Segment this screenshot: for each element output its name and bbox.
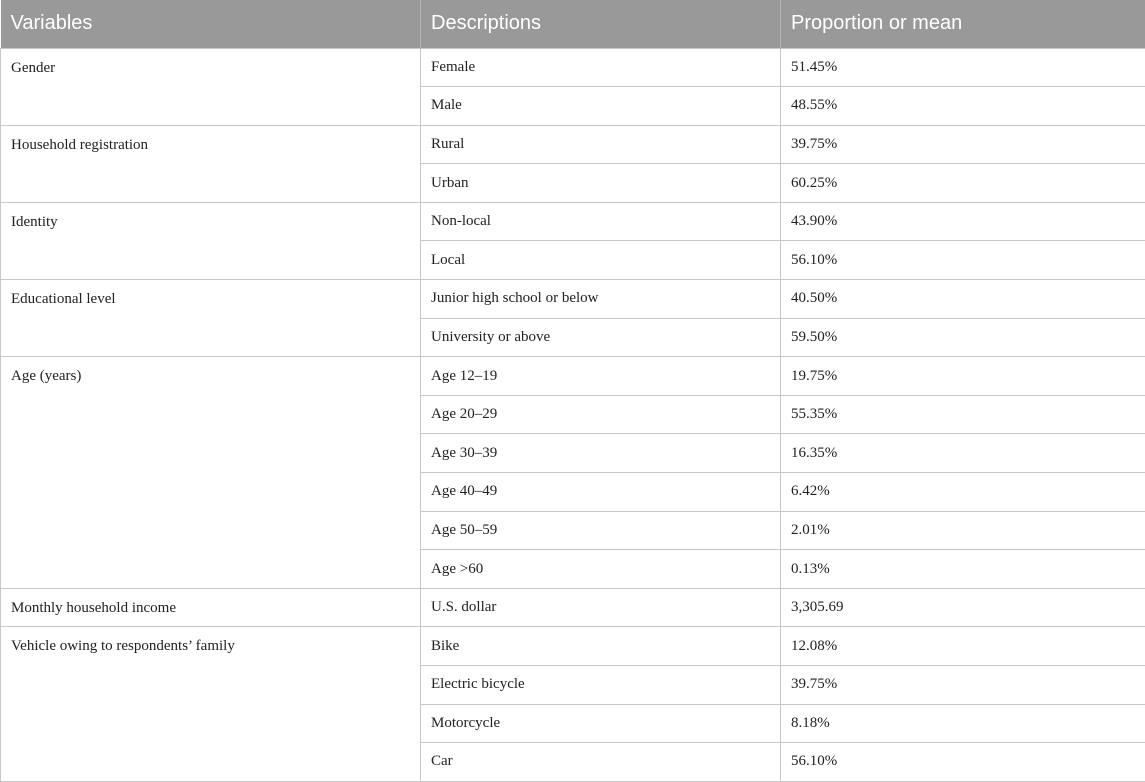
- description-cell: Urban: [421, 164, 781, 203]
- table-row: [1, 280, 1145, 319]
- description-cell: Age 30–39: [421, 434, 781, 473]
- table-row: [1, 588, 1145, 627]
- value-cell: 0.13%: [781, 550, 1145, 589]
- value-cell: 12.08%: [781, 627, 1145, 666]
- table-row: [1, 125, 1145, 164]
- variable-cell: Identity: [1, 202, 421, 279]
- value-cell: 43.90%: [781, 202, 1145, 241]
- value-cell: 8.18%: [781, 704, 1145, 743]
- variable-cell: Gender: [1, 48, 421, 125]
- description-cell: Car: [421, 743, 781, 782]
- header-variables: Variables: [1, 0, 421, 48]
- value-cell: 39.75%: [781, 125, 1145, 164]
- description-cell: Rural: [421, 125, 781, 164]
- variable-cell: Vehicle owing to respondents’ family: [1, 627, 421, 781]
- value-cell: 55.35%: [781, 395, 1145, 434]
- value-cell: 60.25%: [781, 164, 1145, 203]
- description-cell: Local: [421, 241, 781, 280]
- value-cell: 40.50%: [781, 280, 1145, 319]
- description-cell: Male: [421, 87, 781, 126]
- header-row: [1, 0, 1145, 48]
- description-cell: U.S. dollar: [421, 588, 781, 627]
- description-cell: Female: [421, 48, 781, 87]
- variable-cell: Age (years): [1, 357, 421, 589]
- description-cell: Non-local: [421, 202, 781, 241]
- value-cell: 3,305.69: [781, 588, 1145, 627]
- description-cell: Junior high school or below: [421, 280, 781, 319]
- header-descriptions: Descriptions: [421, 0, 781, 48]
- value-cell: 51.45%: [781, 48, 1145, 87]
- table-row: [1, 48, 1145, 87]
- value-cell: 6.42%: [781, 473, 1145, 512]
- value-cell: 39.75%: [781, 666, 1145, 705]
- variable-cell: Monthly household income: [1, 588, 421, 627]
- description-cell: Motorcycle: [421, 704, 781, 743]
- value-cell: 2.01%: [781, 511, 1145, 550]
- table-header: [1, 0, 1145, 48]
- description-cell: Electric bicycle: [421, 666, 781, 705]
- description-cell: Age 50–59: [421, 511, 781, 550]
- description-cell: Age 12–19: [421, 357, 781, 396]
- value-cell: 56.10%: [781, 241, 1145, 280]
- table-body: [1, 48, 1145, 781]
- value-cell: 56.10%: [781, 743, 1145, 782]
- table-row: [1, 627, 1145, 666]
- description-cell: Age 40–49: [421, 473, 781, 512]
- header-proportion-or-mean: Proportion or mean: [781, 0, 1145, 48]
- table-row: [1, 357, 1145, 396]
- value-cell: 48.55%: [781, 87, 1145, 126]
- description-cell: Bike: [421, 627, 781, 666]
- description-cell: Age 20–29: [421, 395, 781, 434]
- variable-cell: Educational level: [1, 280, 421, 357]
- value-cell: 19.75%: [781, 357, 1145, 396]
- value-cell: 16.35%: [781, 434, 1145, 473]
- variable-cell: Household registration: [1, 125, 421, 202]
- value-cell: 59.50%: [781, 318, 1145, 357]
- description-cell: Age >60: [421, 550, 781, 589]
- description-cell: University or above: [421, 318, 781, 357]
- table-row: [1, 202, 1145, 241]
